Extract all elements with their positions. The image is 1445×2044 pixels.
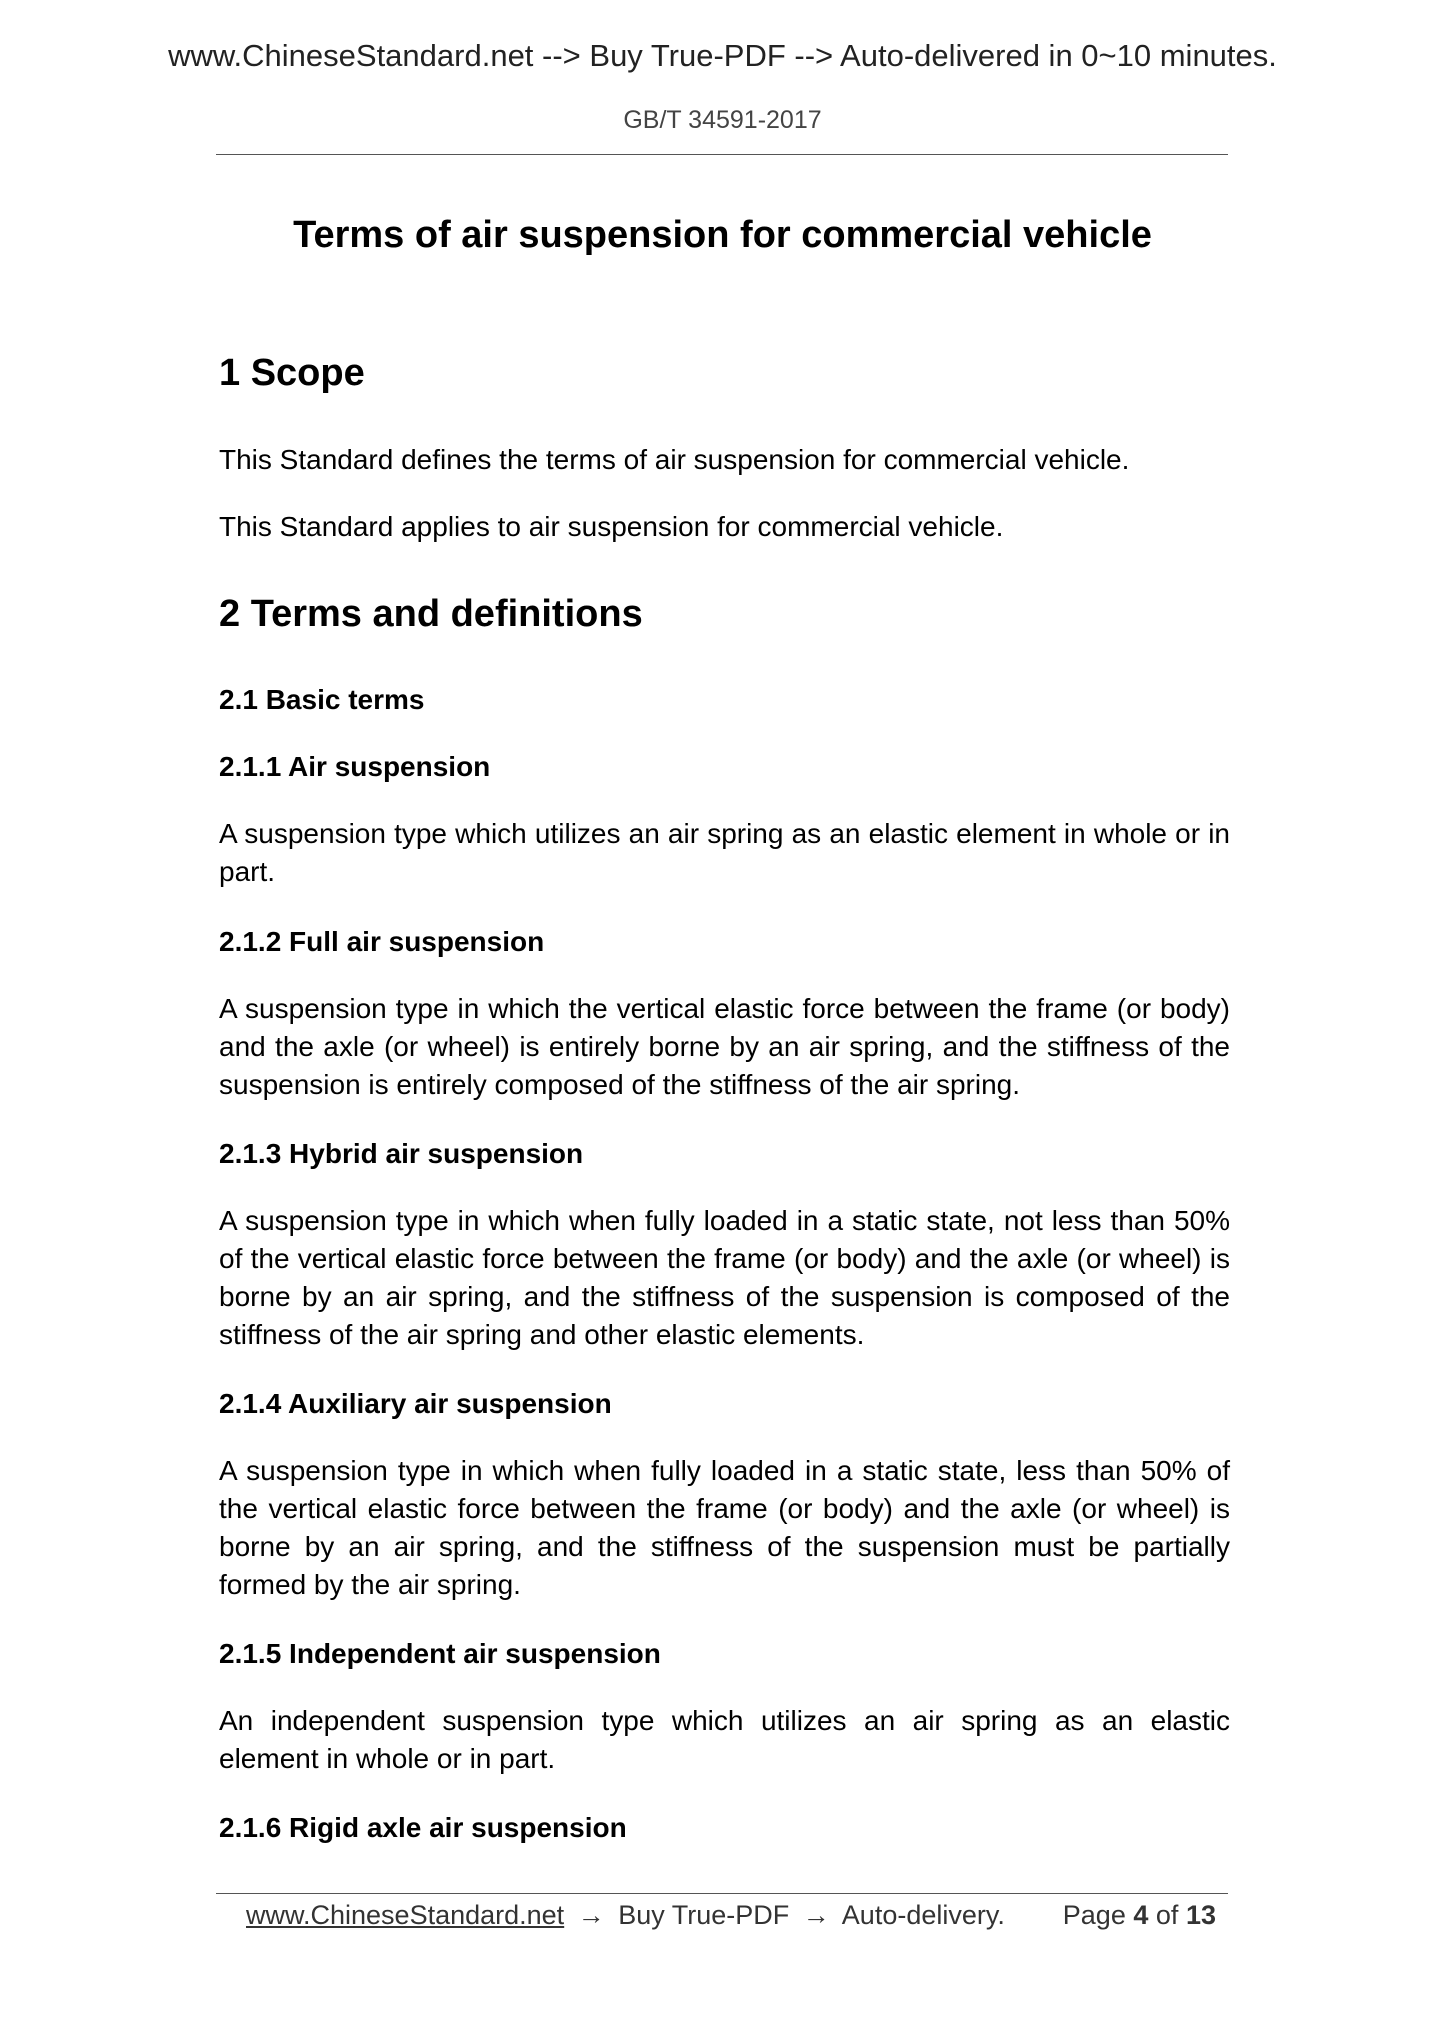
section-2-1-heading: 2.1 Basic terms xyxy=(219,684,425,715)
scope-paragraph-2: This Standard applies to air suspension for commercial vehicle. xyxy=(219,511,1004,542)
footer-auto-text: Auto-delivery. xyxy=(841,1900,1005,1930)
standard-code: GB/T 34591-2017 xyxy=(623,106,822,134)
footer-website-link[interactable]: www.ChineseStandard.net xyxy=(246,1900,565,1930)
scope-paragraph-1: This Standard defines the terms of air suspension for commercial vehicle. xyxy=(219,444,1130,475)
top-banner: www.ChineseStandard.net --> Buy True-PDF --> Auto-delivered in 0~10 minutes. xyxy=(168,38,1277,73)
term-2-1-3-heading: 2.1.3 Hybrid air suspension xyxy=(219,1138,584,1169)
page-label: Page xyxy=(1062,1900,1126,1930)
arrow-right-icon: → xyxy=(802,1900,830,1930)
term-2-1-1-heading: 2.1.1 Air suspension xyxy=(219,751,491,782)
term-2-1-2-definition: A suspension type in which the vertical elastic force between the frame (or body) and the axle (or wheel) is entirely borne by an air spring, and the stiffness of the suspension is entirely composed of the stiffness of the air spring. xyxy=(219,993,1230,1100)
document-title: Terms of air suspension for commercial vehicle xyxy=(293,214,1152,256)
section-2-heading: 2 Terms and definitions xyxy=(219,593,643,635)
term-2-1-4-definition: A suspension type in which when fully loaded in a static state, less than 50% of the vertical elastic force between the frame (or body) and the axle (or wheel) is borne by an air spring, and the stiffness of the suspension must be partially formed by the air spring. xyxy=(219,1455,1230,1600)
term-2-1-3-definition: A suspension type in which when fully loaded in a static state, not less than 50% of the vertical elastic force between the frame (or body) and the axle (or wheel) is borne by an air spring, and the stiffness of the suspension is composed of the stiffness of the air spring and other elastic elements. xyxy=(219,1205,1230,1350)
term-2-1-4-heading: 2.1.4 Auxiliary air suspension xyxy=(219,1388,612,1419)
page-total: 13 xyxy=(1185,1900,1216,1930)
term-2-1-5-heading: 2.1.5 Independent air suspension xyxy=(219,1638,661,1669)
header-divider xyxy=(216,154,1228,155)
footer-divider xyxy=(216,1893,1228,1894)
page-indicator xyxy=(1063,1900,1216,1931)
arrow-right-icon: → xyxy=(577,1900,605,1930)
page-current: 4 xyxy=(1133,1900,1149,1930)
section-1-heading: 1 Scope xyxy=(219,352,365,394)
term-2-1-6-heading: 2.1.6 Rigid axle air suspension xyxy=(219,1812,627,1843)
page-footer xyxy=(246,1900,1216,1931)
page-of-label: of xyxy=(1155,1900,1179,1930)
term-2-1-2-heading: 2.1.2 Full air suspension xyxy=(219,926,545,957)
footer-buy-text: Buy True-PDF xyxy=(618,1900,790,1930)
term-2-1-1-definition: A suspension type which utilizes an air spring as an elastic element in whole or in part. xyxy=(219,818,1230,887)
term-2-1-5-definition: An independent suspension type which utilizes an air spring as an elastic element in whole or in part. xyxy=(219,1705,1230,1774)
